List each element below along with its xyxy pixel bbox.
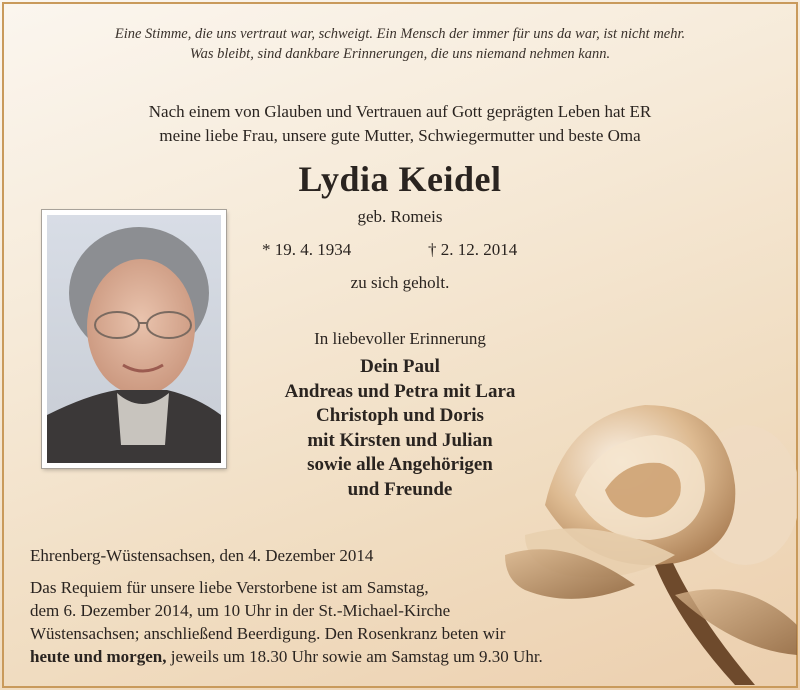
requiem-line-4-rest: jeweils um 18.30 Uhr sowie am Samstag um 9.30 Uhr. <box>166 647 543 666</box>
birth-name: geb. Romeis <box>357 207 443 226</box>
requiem-line-3: Wüstensachsen; anschließend Beerdigung. Den Rosenkranz beten wir <box>30 624 506 643</box>
requiem-line-4 <box>30 645 543 668</box>
family-member: Christoph und Doris <box>316 405 484 426</box>
family-member: sowie alle Angehörigen <box>307 454 493 475</box>
death-date: † 2. 12. 2014 <box>428 240 518 259</box>
place-date: Ehrenberg-Wüstensachsen, den 4. Dezember 2014 <box>30 546 374 565</box>
requiem-emphasis: heute und morgen, <box>30 647 167 666</box>
intro-line-2: meine liebe Frau, unsere gute Mutter, Schwiegermutter und beste Oma <box>159 126 641 145</box>
birth-date: * 19. 4. 1934 <box>262 240 352 259</box>
memorial-quote <box>0 24 800 64</box>
family-member: mit Kirsten und Julian <box>307 429 493 451</box>
family-member: Andreas und Petra mit Lara <box>284 380 516 402</box>
family-member: Dein Paul <box>360 356 440 377</box>
quote-line-2: Was bleibt, sind dankbare Erinnerungen, die uns niemand nehmen kann. <box>189 46 611 62</box>
family-member: und Freunde <box>347 478 453 500</box>
quote-line-1: Eine Stimme, die uns vertraut war, schweigt. Ein Mensch der immer für uns da war, ist nicht mehr. <box>114 26 686 42</box>
rose-decoration <box>505 385 797 687</box>
intro-text <box>0 100 800 148</box>
deceased-name: Lydia Keidel <box>298 159 502 199</box>
intro-line-1: Nach einem von Glauben und Vertrauen auf Gott geprägten Leben hat ER <box>148 102 652 121</box>
requiem-line-1: Das Requiem für unsere liebe Verstorbene ist am Samstag, <box>30 578 429 597</box>
taken-text: zu sich geholt. <box>350 273 450 292</box>
requiem-line-2: dem 6. Dezember 2014, um 10 Uhr in der St.-Michael-Kirche <box>30 601 451 620</box>
memory-line: In liebevoller Erinnerung <box>314 329 486 348</box>
requiem-info <box>30 576 543 668</box>
